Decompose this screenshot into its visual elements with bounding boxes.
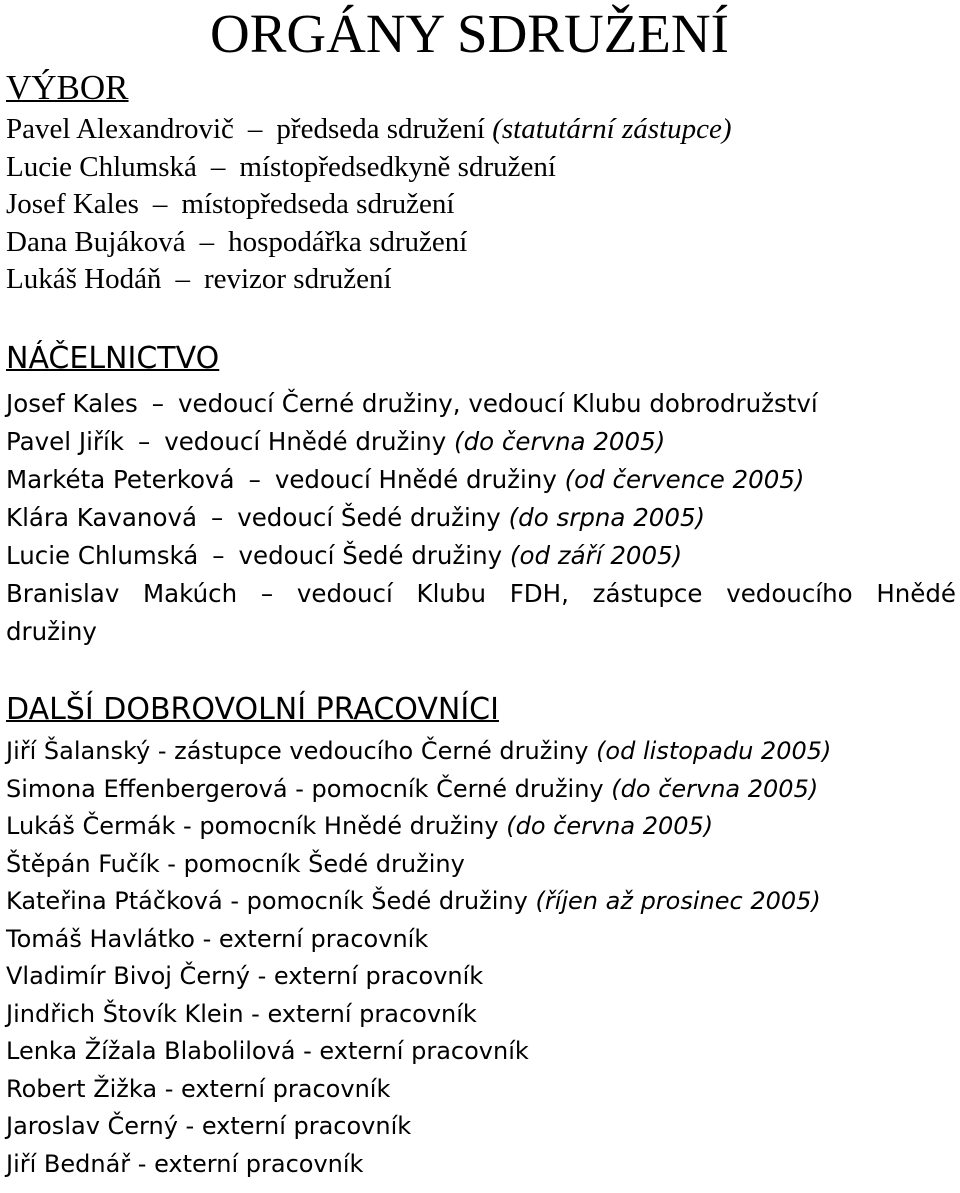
member-note: (do srpna 2005)	[508, 503, 706, 532]
member-name: Lucie Chlumská	[6, 541, 199, 570]
member-role: hospodářka sdružení	[228, 225, 468, 258]
list-item	[6, 921, 831, 959]
separator: –	[152, 188, 168, 220]
member-note: (statutární zástupce)	[492, 113, 732, 145]
list-item	[6, 1033, 831, 1071]
member-note: (do června 2005)	[454, 427, 666, 456]
worker-text: Tomáš Havlátko - externí pracovník	[6, 924, 429, 953]
separator: –	[151, 389, 165, 418]
vybor-list	[6, 111, 731, 299]
list-item	[6, 733, 831, 771]
worker-text: Štěpán Fučík - pomocník Šedé družiny	[6, 849, 465, 878]
member-name: Lukáš Hodáň	[6, 263, 162, 295]
list-item	[6, 883, 831, 921]
section-heading-nacelnictvo: NÁČELNICTVO	[6, 341, 220, 376]
member-role: místopředseda sdružení	[181, 188, 455, 220]
list-item	[6, 996, 831, 1034]
member-name: Josef Kales	[6, 389, 138, 418]
worker-text: Jindřich Štovík Klein - externí pracovník	[6, 999, 477, 1028]
worker-note: (do června 2005)	[506, 812, 714, 840]
member-note: (od července 2005)	[564, 465, 805, 494]
worker-note: (do června 2005)	[611, 774, 819, 803]
list-item	[6, 958, 831, 996]
member-note: (od září 2005)	[509, 541, 683, 570]
worker-text: Vladimír Bivoj Černý - externí pracovník	[6, 962, 484, 990]
member-name: Dana Bujáková	[6, 225, 186, 258]
list-item	[6, 149, 731, 187]
member-name: Lucie Chlumská	[6, 150, 197, 183]
worker-note: (říjen až prosinec 2005)	[535, 887, 821, 915]
list-item	[6, 499, 956, 537]
separator: –	[199, 225, 215, 258]
list-item	[6, 461, 956, 499]
member-name: Branislav Makúch	[6, 579, 238, 608]
worker-note: (od listopadu 2005)	[596, 737, 832, 765]
separator: –	[175, 263, 190, 295]
list-item	[6, 385, 956, 423]
separator: –	[260, 579, 274, 608]
list-item	[6, 575, 956, 613]
separator: –	[210, 150, 226, 183]
member-role: vedoucí Hnědé družiny	[274, 465, 557, 494]
list-item	[6, 771, 831, 809]
member-role: předseda sdružení	[276, 113, 485, 145]
page-title: ORGÁNY SDRUŽENÍ	[210, 3, 729, 64]
list-item	[6, 1108, 831, 1146]
list-item	[6, 846, 831, 884]
member-name: Pavel Alexandrovič	[6, 113, 234, 145]
dalsi-list	[6, 733, 831, 1183]
member-name: Pavel Jiřík	[6, 427, 124, 456]
worker-text: Robert Žižka - externí pracovník	[6, 1074, 391, 1103]
worker-text: Lenka Žížala Blabolilová - externí pracovník	[6, 1037, 529, 1065]
worker-text: Kateřina Ptáčková - pomocník Šedé družiny	[6, 887, 528, 915]
list-item	[6, 186, 731, 224]
member-name: Josef Kales	[6, 188, 139, 220]
worker-text: Lukáš Čermák - pomocník Hnědé družiny	[6, 812, 499, 840]
list-item-continuation: družiny	[6, 617, 97, 646]
member-role: revizor sdružení	[203, 263, 392, 295]
list-item	[6, 224, 731, 262]
separator: –	[247, 113, 263, 145]
separator: –	[137, 427, 151, 456]
list-item	[6, 808, 831, 846]
member-name: Markéta Peterková	[6, 465, 235, 494]
separator: –	[248, 465, 261, 494]
member-name: Klára Kavanová	[6, 503, 197, 532]
section-heading-vybor: VÝBOR	[6, 68, 129, 107]
section-heading-dalsi: DALŠÍ DOBROVOLNÍ PRACOVNÍCI	[6, 692, 499, 727]
worker-text: Jaroslav Černý - externí pracovník	[6, 1112, 412, 1140]
list-item	[6, 1146, 831, 1184]
worker-text: Simona Effenbergerová - pomocník Černé družiny	[6, 774, 604, 803]
list-item	[6, 423, 956, 461]
member-role: vedoucí Černé družiny, vedoucí Klubu dobrodružství	[178, 389, 818, 418]
member-role: vedoucí Šedé družiny	[238, 541, 503, 570]
separator: –	[212, 541, 225, 570]
list-item	[6, 537, 956, 575]
worker-text: Jiří Šalanský - zástupce vedoucího Černé družiny	[6, 737, 589, 765]
worker-text: Jiří Bednář - externí pracovník	[6, 1149, 364, 1178]
member-role: vedoucí Klubu FDH, zástupce vedoucího Hnědé	[296, 579, 957, 608]
member-role: místopředsedkyně sdružení	[239, 150, 556, 183]
nacelnictvo-list	[6, 385, 956, 651]
member-role: vedoucí Hnědé družiny	[164, 427, 447, 456]
member-role: vedoucí Šedé družiny	[237, 503, 501, 532]
separator: –	[210, 503, 224, 532]
list-item	[6, 111, 731, 149]
list-item	[6, 261, 731, 299]
list-item	[6, 1071, 831, 1109]
